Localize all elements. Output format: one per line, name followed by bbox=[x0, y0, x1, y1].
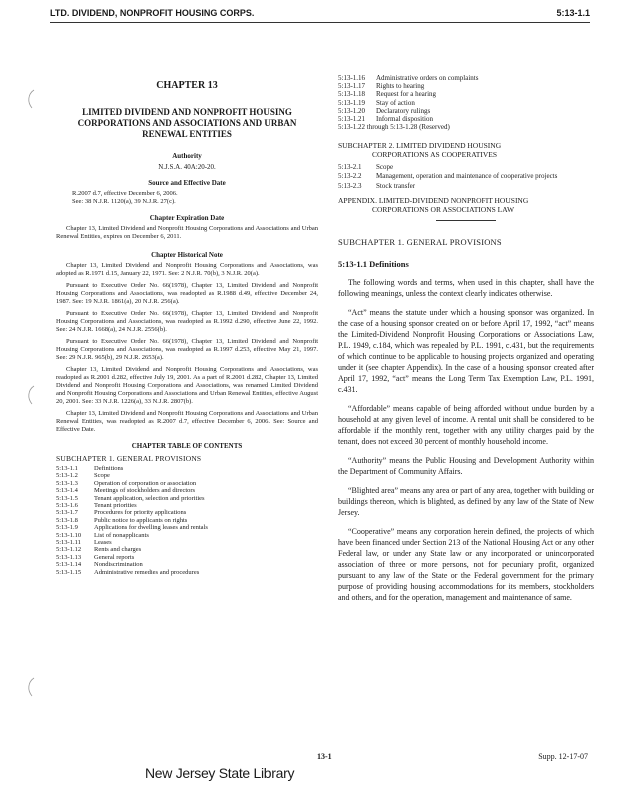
toc-item-title: General reports bbox=[94, 553, 135, 561]
toc-item bbox=[56, 502, 318, 509]
toc-item bbox=[56, 517, 318, 524]
toc-item-title: Scope bbox=[94, 472, 110, 480]
supplement-date: Supp. 12-17-07 bbox=[538, 752, 588, 761]
left-column bbox=[56, 76, 318, 576]
header-rule bbox=[50, 22, 590, 23]
toc-item-number: 5:13-1.19 bbox=[338, 98, 366, 107]
toc-heading: CHAPTER TABLE OF CONTENTS bbox=[131, 442, 243, 450]
toc-appendix-line: APPENDIX. LIMITED-DIVIDEND NONPROFIT HOUSING bbox=[338, 196, 529, 206]
toc-subchapter-heading: SUBCHAPTER 1. GENERAL PROVISIONS bbox=[56, 454, 202, 463]
header-section-number: 5:13-1.1 bbox=[556, 8, 590, 18]
toc-item-number: 5:13-1.2 bbox=[56, 472, 78, 480]
toc-item-number: 5:13-2.2 bbox=[338, 171, 362, 180]
toc-item-number: 5:13-1.16 bbox=[338, 74, 366, 82]
toc-item-number: 5:13-1.17 bbox=[338, 82, 366, 91]
toc-item-number: 5:13-1.8 bbox=[56, 516, 78, 524]
toc-item-title: 5:13-1.22 through 5:13-1.28 (Reserved) bbox=[338, 123, 450, 132]
toc-item bbox=[56, 509, 318, 516]
toc-item bbox=[338, 90, 594, 98]
body-paragraph: The following words and terms, when used in this chapter, shall have the following meanings, unless the context clearly indicates otherwise. bbox=[338, 278, 594, 299]
toc-item bbox=[56, 546, 318, 553]
toc-item-number: 5:13-1.1 bbox=[56, 465, 78, 472]
toc-item-number: 5:13-1.21 bbox=[338, 115, 366, 124]
toc-item-number: 5:13-1.18 bbox=[338, 90, 366, 99]
toc-item-title: Definitions bbox=[94, 465, 124, 472]
toc-item bbox=[56, 495, 318, 502]
toc-item-number: 5:13-1.10 bbox=[56, 531, 82, 539]
toc-item-title: Tenant application, selection and priorities bbox=[94, 494, 205, 502]
expiration-text: Chapter 13, Limited Dividend and Nonprofit Housing Corporations and Associations and Urban Renewal Entities, expires on December 6, 2011. bbox=[56, 225, 318, 240]
history-paragraph: Pursuant to Executive Order No. 66(1978), Chapter 13, Limited Dividend and Nonprofit Housing Corporations and Associations, was readopted as R.1988 d.49, effective December 24, 1987. See: 19 N.J.R. 1861(a), 20 N.J.R. 256(a). bbox=[56, 282, 318, 305]
body-paragraph: “Authority” means the Public Housing and Development Authority within the Department of Community Affairs. bbox=[338, 456, 594, 477]
toc-item-number: 5:13-1.12 bbox=[56, 546, 82, 554]
toc-item-title: Management, operation and maintenance of cooperative projects bbox=[376, 171, 558, 180]
body-section-heading: 5:13-1.1 Definitions bbox=[338, 259, 409, 270]
source-line: See: 38 N.J.R. 1120(a), 39 N.J.R. 27(c). bbox=[72, 198, 176, 205]
library-stamp: New Jersey State Library bbox=[145, 765, 295, 781]
right-column bbox=[338, 74, 594, 611]
expiration-heading: Chapter Expiration Date bbox=[149, 214, 225, 222]
history-heading: Chapter Historical Note bbox=[151, 251, 223, 259]
body-paragraph: “Blighted area” means any area or part of any area, together with building or buildings thereon, which is blighted, as defined by any law of the State of New Jersey. bbox=[338, 486, 594, 518]
section-divider bbox=[436, 220, 496, 221]
toc-appendix-line: CORPORATIONS OR ASSOCIATIONS LAW bbox=[372, 205, 515, 215]
toc-item-title: Administrative orders on complaints bbox=[376, 74, 479, 82]
running-header bbox=[50, 8, 590, 22]
toc-item bbox=[56, 524, 318, 531]
header-title: LTD. DIVIDEND, NONPROFIT HOUSING CORPS. bbox=[50, 8, 255, 18]
toc-item bbox=[338, 182, 594, 190]
history-paragraph: Pursuant to Executive Order No. 66(1978), Chapter 13, Limited Dividend and Nonprofit Housing Corporations and Associations, was readopted as R.1997 d.253, effective May 21, 1997. See: 29 N.J.R. 965(b), 29 N.J.R. 2653(a). bbox=[56, 338, 318, 361]
margin-mark bbox=[24, 88, 38, 110]
authority-text: N.J.S.A. 40A:20-20. bbox=[158, 163, 216, 171]
toc-list-continued bbox=[338, 74, 594, 131]
chapter-number: CHAPTER 13 bbox=[156, 80, 218, 91]
toc-item-title: Applications for dwelling leases and rentals bbox=[94, 524, 208, 532]
toc-item-number: 5:13-1.7 bbox=[56, 509, 78, 517]
toc-item-number: 5:13-1.9 bbox=[56, 524, 78, 532]
body-paragraph: “Act” means the statute under which a housing sponsor was organized. In the case of a housing sponsor created on or before April 17, 1992, “act” means the Limited-Dividend Nonprofit Housing Corporations or Associations Law, P.L. 1949, c.184, which was repealed by P.L. 1991, c.431, but the requirements of which continue to be applicable to housing projects organized and operating under it (see chapter Appendix). In the case of a housing sponsor created after April 17, 1992, “act” means the Long Term Tax Exemption Law, P.L. 1991, c.431. bbox=[338, 308, 594, 395]
toc-item-number: 5:13-1.15 bbox=[56, 568, 82, 576]
toc-item-title: Public notice to applicants on rights bbox=[94, 516, 188, 524]
toc-item-number: 5:13-1.6 bbox=[56, 502, 78, 510]
body-subchapter-heading: SUBCHAPTER 1. GENERAL PROVISIONS bbox=[338, 237, 502, 248]
toc-item-title: Informal disposition bbox=[376, 115, 433, 124]
toc-item-number: 5:13-1.11 bbox=[56, 539, 81, 547]
toc-item bbox=[56, 569, 318, 576]
history-paragraph: Pursuant to Executive Order No. 66(1978), Chapter 13, Limited Dividend and Nonprofit Housing Corporations and Associations, was readopted as R.1992 d.290, effective June 22, 1992. See: 24 N.J.R. 1668(a), 24 N.J.R. 2556(b). bbox=[56, 310, 318, 333]
toc-item bbox=[56, 532, 318, 539]
toc-item bbox=[338, 82, 594, 90]
toc-appendix-heading bbox=[338, 196, 594, 214]
toc-item-title: Nondiscrimination bbox=[94, 561, 143, 569]
toc-item-number: 5:13-1.14 bbox=[56, 561, 82, 569]
toc-item bbox=[56, 472, 318, 479]
page-number: 13-1 bbox=[317, 752, 332, 761]
toc-item-title: Rents and charges bbox=[94, 546, 142, 554]
toc-item bbox=[56, 487, 318, 494]
toc-item-number: 5:13-2.1 bbox=[338, 163, 362, 172]
toc-item-title: List of nonapplicants bbox=[94, 531, 149, 539]
toc-item-title: Stock transfer bbox=[376, 181, 416, 190]
toc-subchapter2-line: CORPORATIONS AS COOPERATIVES bbox=[372, 150, 498, 160]
margin-mark bbox=[24, 676, 38, 698]
toc-item-title: Rights to hearing bbox=[376, 82, 425, 91]
source-heading: Source and Effective Date bbox=[148, 179, 226, 187]
toc-item-title: Request for a hearing bbox=[376, 90, 437, 99]
toc-item-title: Scope bbox=[376, 163, 394, 172]
authority-heading: Authority bbox=[172, 152, 202, 160]
history-paragraph: Chapter 13, Limited Dividend and Nonprofit Housing Corporations and Associations, was readopted as R.2001 d.282, effective July 19, 2001. As a part of R.2001 d.282, Chapter 13, Limited Dividend and Nonprofit Housing Corporations and Associations, was renamed Limited Dividend and Nonprofit Housing Corporations and Associations and Urban Renewal Entities, effective August 20, 2001. See: 33 N.J.R. 1226(a), 33 N.J.R. 2807(b). bbox=[56, 366, 318, 405]
toc-subchapter2-line: SUBCHAPTER 2. LIMITED DIVIDEND HOUSING bbox=[338, 141, 502, 151]
chapter-title: LIMITED DIVIDEND AND NONPROFIT HOUSING CORPORATIONS AND ASSOCIATIONS AND URBAN RENEWAL ENTITIES bbox=[77, 107, 297, 139]
toc-subchapter2-heading bbox=[338, 141, 594, 159]
toc-item bbox=[338, 99, 594, 107]
toc-item-number: 5:13-1.4 bbox=[56, 487, 78, 495]
toc-item bbox=[56, 465, 318, 472]
history-paragraph: Chapter 13, Limited Dividend and Nonprofit Housing Corporations and Associations, was adopted as R.1971 d.15, January 22, 1971. See: 2 N.J.R. 70(b), 3 N.J.R. 20(a). bbox=[56, 262, 318, 277]
toc-item-title: Leases bbox=[94, 539, 112, 547]
toc-item bbox=[56, 480, 318, 487]
toc-item bbox=[338, 163, 594, 171]
toc-item-title: Procedures for priority applications bbox=[94, 509, 187, 517]
toc-item-number: 5:13-1.3 bbox=[56, 479, 78, 487]
toc-item-number: 5:13-1.5 bbox=[56, 494, 78, 502]
toc-item bbox=[338, 172, 594, 180]
toc-item-title: Declaratory rulings bbox=[376, 106, 431, 115]
toc-item-title: Stay of action bbox=[376, 98, 415, 107]
toc-item bbox=[56, 554, 318, 561]
toc-item bbox=[338, 74, 594, 82]
toc-item-title: Operation of corporation or association bbox=[94, 479, 197, 487]
body-paragraph: “Cooperative” means any corporation herein defined, the projects of which have been financed under Section 213 of the National Housing Act or any other Federal law, or under any State law or any incorporated or unincorporated association of three or more persons, not for pecuniary profit, organized pursuant to any law of the State or the Federal government for the primary purpose of providing housing accommodations for its members, stockholders and others, and for the operation, management and maintenance of same. bbox=[338, 527, 594, 603]
margin-mark bbox=[24, 384, 38, 406]
toc-item-title: Meetings of stockholders and directors bbox=[94, 487, 196, 495]
history-paragraph: Chapter 13, Limited Dividend and Nonprofit Housing Corporations and Associations and Urban Renewal Entities, was readopted as R.2007 d.7, effective December 6, 2006. See: Source and Effective Date. bbox=[56, 410, 318, 433]
toc-item-title: Administrative remedies and procedures bbox=[94, 568, 200, 576]
toc-item bbox=[338, 107, 594, 115]
source-line: R.2007 d.7, effective December 6, 2006. bbox=[72, 190, 178, 197]
toc-item bbox=[338, 123, 594, 131]
toc-item bbox=[56, 561, 318, 568]
body-paragraph: “Affordable” means capable of being afforded without undue burden by a household at any given level of income. A rental unit shall be considered to be affordable if the monthly rent, together with any utility charges paid by the tenant, does not exceed 30 percent of monthly household income. bbox=[338, 404, 594, 447]
toc-item bbox=[338, 115, 594, 123]
toc-item bbox=[56, 539, 318, 546]
toc-item-number: 5:13-1.13 bbox=[56, 553, 82, 561]
toc-item-title: Tenant priorities bbox=[94, 502, 137, 510]
toc-item-number: 5:13-2.3 bbox=[338, 181, 362, 190]
toc-list bbox=[56, 465, 318, 576]
toc-item-number: 5:13-1.20 bbox=[338, 106, 366, 115]
